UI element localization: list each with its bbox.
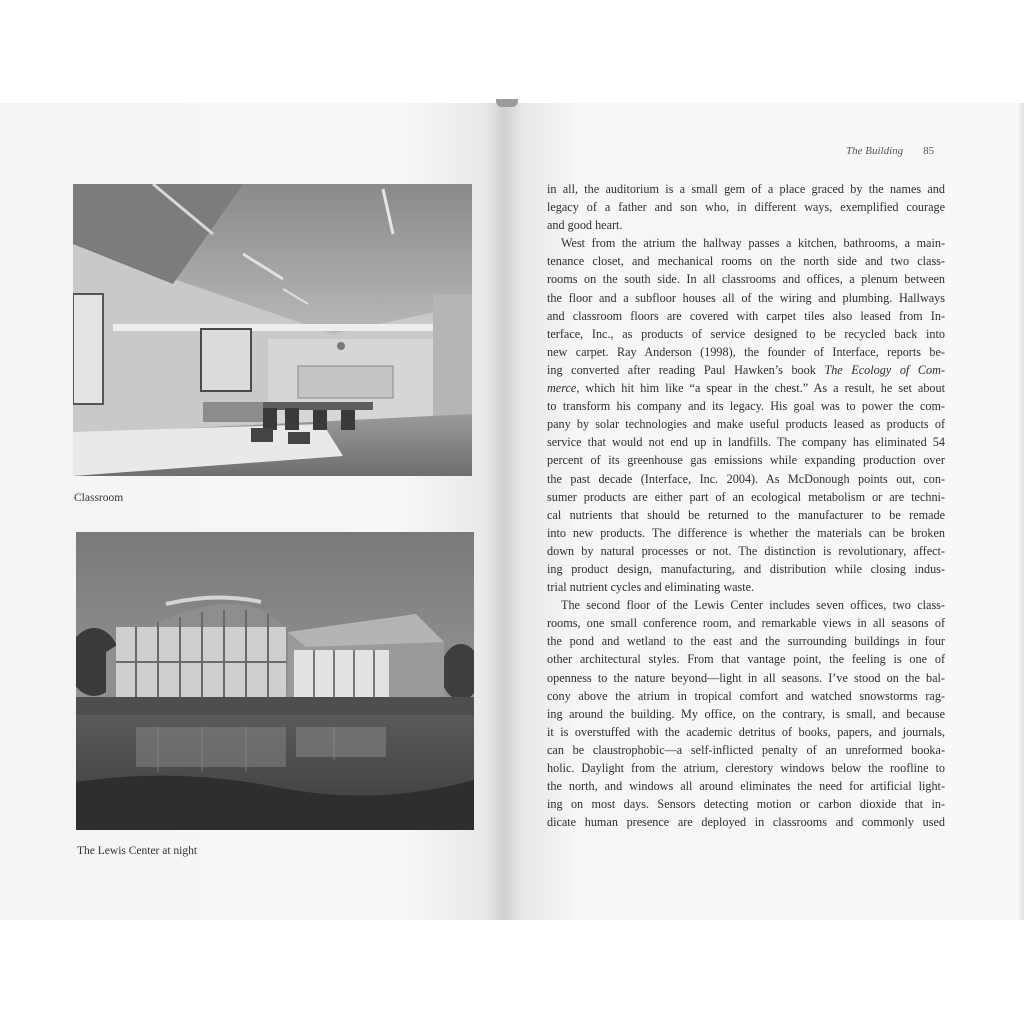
text-line: pany by solar technologies and make useful products leased as products of xyxy=(547,417,945,432)
page-edge xyxy=(1018,103,1024,920)
text-line: terface, Inc., as products of service designed to be recycled back into xyxy=(547,326,945,341)
text-line: cony above the atrium in tropical comfort and watched snowstorms rag- xyxy=(547,688,945,703)
text-line: and good heart. xyxy=(547,218,623,233)
text-line: ing on most days. Sensors detecting motion or carbon dioxide that in- xyxy=(547,797,945,812)
text-line: and classroom floors are covered with carpet tiles also leased from In- xyxy=(547,308,945,323)
running-head xyxy=(846,145,946,157)
text-line: the north, and windows all around eliminates the need for artificial light- xyxy=(547,779,945,794)
text-line: it is overstuffed with the academic detritus of books, papers, and journals, xyxy=(547,724,945,739)
text-line: dicate human presence are deployed in classrooms and commonly used xyxy=(547,815,945,830)
text-line: service that would not end up in landfills. The company has eliminated 54 xyxy=(547,435,945,450)
text-line: cal nutrients that should be returned to the manufacturer to be remade xyxy=(547,507,945,522)
text-line: ing product design, manufacturing, and distribution while closing indus- xyxy=(547,561,945,576)
body-text xyxy=(547,180,945,831)
text-line: The second floor of the Lewis Center includes seven offices, two class- xyxy=(561,598,945,613)
building-night-photo xyxy=(76,532,474,830)
book-spine xyxy=(496,99,518,107)
text-line: trial nutrient cycles and eliminating waste. xyxy=(547,580,755,595)
text-line: into new products. The difference is whether the materials can be broken xyxy=(547,525,945,540)
text-line: ing around the building. My office, on the contrary, is small, and because xyxy=(547,706,945,721)
text-line: rooms on the south side. In all classrooms and offices, a plenum between xyxy=(547,272,945,287)
text-line: openness to the nature beyond—light in all seasons. I’ve stood on the bal- xyxy=(547,670,945,685)
text-line: percent of its greenhouse gas emissions while expanding production over xyxy=(547,453,945,468)
text-line: new carpet. Ray Anderson (1998), the founder of Interface, reports be- xyxy=(547,344,945,359)
text-line: in all, the auditorium is a small gem of a place graced by the names and xyxy=(547,182,945,196)
figure-caption-building: The Lewis Center at night xyxy=(77,845,198,857)
text-line: can be claustrophobic—a self-inflicted penalty of an unreformed booka- xyxy=(547,742,945,757)
text-line: the past decade (Interface, Inc. 2004). As McDonough points out, con- xyxy=(547,471,945,486)
text-line: the pond and wetland to the east and the surrounding buildings in four xyxy=(547,634,945,649)
figure-caption-classroom: Classroom xyxy=(74,492,124,504)
text-line: tenance closet, and mechanical rooms on the north side and two class- xyxy=(547,254,945,269)
classroom-photo xyxy=(73,184,472,476)
text-line: to transform his company and its legacy. His goal was to power the com- xyxy=(547,399,945,414)
text-line: ing converted after reading Paul Hawken’s book The Ecology of Com- xyxy=(547,362,945,377)
text-line: sumer products are either part of an ecological metabolism or are techni- xyxy=(547,489,945,504)
text-line: the floor and a subfloor houses all of the wiring and plumbing. Hallways xyxy=(547,290,945,305)
text-line: down by natural processes or not. The distinction is revolutionary, affect- xyxy=(547,543,945,558)
text-line: legacy of a father and son who, in different ways, exemplified courage xyxy=(547,200,945,215)
text-line: merce, which hit him like “a spear in the chest.” As a result, he set about xyxy=(547,381,945,396)
text-line: holic. Daylight from the atrium, clerestory windows below the roofline to xyxy=(547,761,945,775)
text-line: rooms, one small conference room, and remarkable views in all seasons of xyxy=(547,616,945,631)
page-number: 85 xyxy=(923,145,935,157)
running-head-title: The Building xyxy=(846,145,904,157)
text-line: West from the atrium the hallway passes a kitchen, bathrooms, a main- xyxy=(561,236,945,251)
text-line: other architectural styles. From that vantage point, the feeling is one of xyxy=(547,652,945,667)
